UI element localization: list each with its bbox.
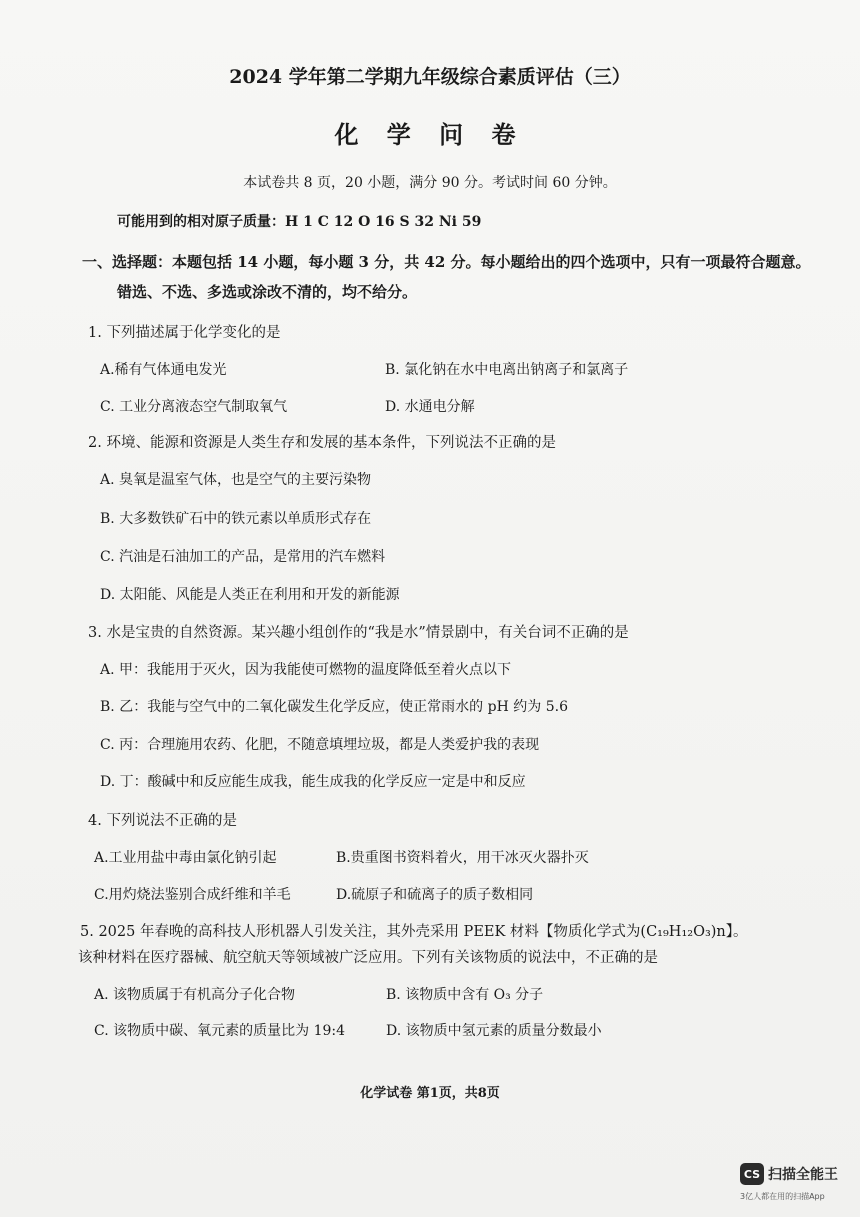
- q4-option-b: B.贵重图书资料着火，用干冰灭火器扑灭: [336, 850, 589, 866]
- q2-option-b: B. 大多数铁矿石中的铁元素以单质形式存在: [100, 511, 372, 527]
- q4-option-d: D.硫原子和硫离子的质子数相同: [336, 887, 534, 903]
- exam-info: 本试卷共 8 页，20 小题，满分 90 分。考试时间 60 分钟。: [243, 175, 617, 191]
- q3-option-b: B. 乙：我能与空气中的二氧化碳发生化学反应，使正常雨水的 pH 约为 5.6: [100, 699, 568, 715]
- q2-option-c: C. 汽油是石油加工的产品，是常用的汽车燃料: [100, 549, 386, 565]
- q5-option-b: B. 该物质中含有 O₃ 分子: [386, 987, 544, 1003]
- subject-title: 化 学 问 卷: [334, 120, 526, 149]
- watermark-app-name: 扫描全能王: [768, 1167, 838, 1183]
- question-2-stem: 2. 环境、能源和资源是人类生存和发展的基本条件，下列说法不正确的是: [88, 435, 556, 451]
- camscanner-logo-icon: CS: [740, 1163, 764, 1185]
- q4-option-c: C.用灼烧法鉴别合成纤维和羊毛: [94, 887, 291, 903]
- section-note: 错选、不选、多选或涂改不清的，均不给分。: [117, 283, 418, 301]
- q2-option-a: A. 臭氧是温室气体，也是空气的主要污染物: [100, 472, 372, 488]
- exam-title: 2024 学年第二学期九年级综合素质评估（三）: [229, 66, 631, 88]
- q5-option-a: A. 该物质属于有机高分子化合物: [94, 987, 296, 1003]
- scanner-watermark: [740, 1163, 850, 1209]
- section-heading: 一、选择题：本题包括 14 小题，每小题 3 分，共 42 分。每小题给出的四个选项中，只有一项最符合题意。: [82, 253, 811, 271]
- page-footer: 化学试卷 第1页，共8页: [360, 1086, 500, 1101]
- q1-option-c: C. 工业分离液态空气制取氧气: [100, 399, 288, 415]
- atomic-masses: 可能用到的相对原子质量：H 1 C 12 O 16 S 32 Ni 59: [117, 214, 482, 230]
- watermark-tagline: 3亿人都在用的扫描App: [740, 1192, 825, 1201]
- q1-option-a: A.稀有气体通电发光: [100, 362, 227, 378]
- q1-option-b: B. 氯化钠在水中电离出钠离子和氯离子: [385, 362, 629, 378]
- q3-option-d: D. 丁：酸碱中和反应能生成我，能生成我的化学反应一定是中和反应: [100, 774, 526, 790]
- q3-option-c: C. 丙：合理施用农药、化肥，不随意填埋垃圾，都是人类爱护我的表现: [100, 737, 540, 753]
- q1-option-d: D. 水通电分解: [385, 399, 475, 415]
- question-3-stem: 3. 水是宝贵的自然资源。某兴趣小组创作的“我是水”情景剧中，有关台词不正确的是: [88, 625, 629, 641]
- question-5-stem-continued: 该种材料在医疗器械、航空航天等领域被广泛应用。下列有关该物质的说法中，不正确的是: [78, 950, 658, 966]
- q3-option-a: A. 甲：我能用于灭火，因为我能使可燃物的温度降低至着火点以下: [100, 662, 512, 678]
- question-1-stem: 1. 下列描述属于化学变化的是: [88, 325, 281, 341]
- question-5-stem: 5. 2025 年春晚的高科技人形机器人引发关注，其外壳采用 PEEK 材料【物质化学式为(C₁₉H₁₂O₃)n】。: [80, 924, 748, 940]
- q4-option-a: A.工业用盐中毒由氯化钠引起: [94, 850, 277, 866]
- q5-option-c: C. 该物质中碳、氧元素的质量比为 19:4: [94, 1023, 346, 1039]
- question-4-stem: 4. 下列说法不正确的是: [88, 813, 237, 829]
- q2-option-d: D. 太阳能、风能是人类正在利用和开发的新能源: [100, 587, 400, 603]
- q5-option-d: D. 该物质中氢元素的质量分数最小: [386, 1023, 602, 1039]
